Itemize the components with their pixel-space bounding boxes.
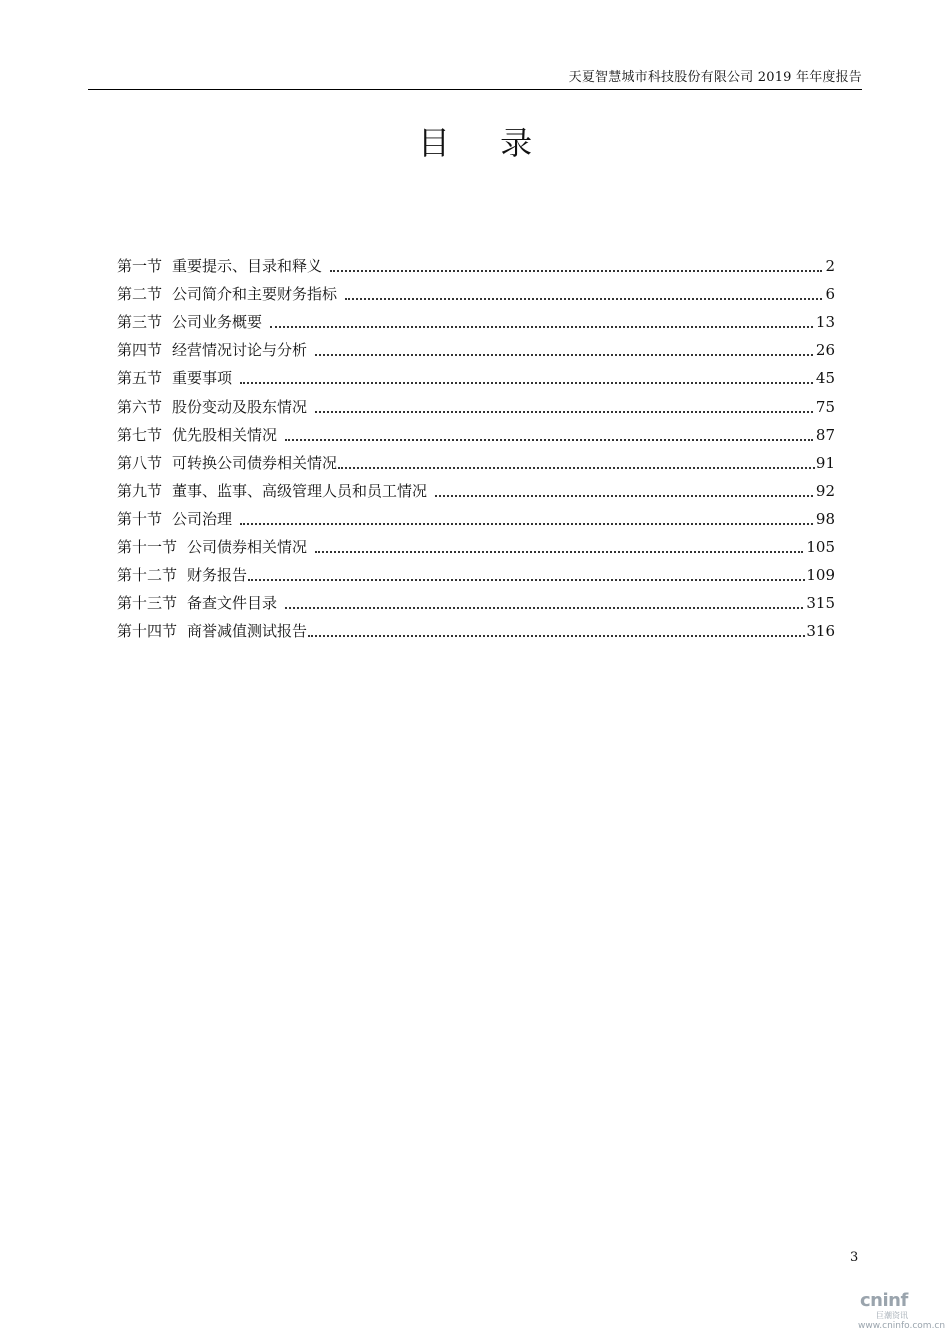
- toc-leader-dots: [345, 298, 822, 300]
- toc-page-number: 2: [825, 257, 835, 276]
- toc-section-name: 公司简介和主要财务指标: [172, 285, 338, 304]
- toc-item-9[interactable]: [117, 477, 835, 505]
- toc-section-label: 第十一节: [117, 538, 178, 557]
- toc-leader-dots: [285, 607, 803, 609]
- toc-section-name: 公司治理: [172, 509, 233, 528]
- toc-page-number: 91: [815, 453, 835, 472]
- toc-item-11[interactable]: [117, 533, 835, 561]
- toc-section-label: 第十节: [117, 509, 163, 528]
- toc-page-number: 26: [815, 341, 835, 360]
- toc-section-label: 第一节: [117, 257, 163, 276]
- toc-section-label: 第十二节: [117, 566, 178, 585]
- toc-page-number: 75: [815, 397, 835, 416]
- toc-item-3[interactable]: [117, 308, 835, 336]
- toc-section-label: 第九节: [117, 481, 163, 500]
- toc-section-name: 公司业务概要: [172, 313, 263, 332]
- toc-item-5[interactable]: [117, 364, 835, 392]
- header-company-report: 天夏智慧城市科技股份有限公司 2019 年年度报告: [568, 70, 862, 85]
- toc-section-name: 备查文件目录: [187, 594, 278, 613]
- toc-page-number: 98: [815, 509, 835, 528]
- toc-leader-dots: [315, 411, 813, 413]
- toc-page-number: 6: [825, 285, 835, 304]
- toc-leader-dots: [308, 635, 805, 637]
- toc-item-14[interactable]: [117, 617, 835, 645]
- toc-section-label: 第十三节: [117, 594, 178, 613]
- toc-leader-dots: [338, 467, 815, 469]
- toc-page-number: 109: [806, 566, 835, 585]
- toc-page-number: 316: [806, 622, 835, 641]
- toc-leader-dots: [248, 579, 805, 581]
- toc-leader-dots: [240, 523, 813, 525]
- toc-item-13[interactable]: [117, 589, 835, 617]
- toc-section-label: 第二节: [117, 285, 163, 304]
- toc-item-7[interactable]: [117, 421, 835, 449]
- toc-section-label: 第八节: [117, 453, 163, 472]
- toc-section-name: 财务报告: [187, 566, 248, 585]
- toc-page-number: 13: [815, 313, 835, 332]
- toc-leader-dots: [330, 270, 822, 272]
- toc-item-1[interactable]: [117, 252, 835, 280]
- toc-item-12[interactable]: [117, 561, 835, 589]
- toc-page-number: 87: [815, 425, 835, 444]
- toc-leader-dots: [315, 354, 813, 356]
- toc-item-4[interactable]: [117, 336, 835, 364]
- toc-section-name: 商誉减值测试报告: [187, 622, 308, 641]
- toc-section-label: 第六节: [117, 397, 163, 416]
- toc-section-label: 第七节: [117, 425, 163, 444]
- toc-section-name: 重要事项: [172, 369, 233, 388]
- toc-section-label: 第四节: [117, 341, 163, 360]
- page-number: 3: [850, 1250, 859, 1265]
- toc-section-name: 经营情况讨论与分析: [172, 341, 308, 360]
- toc-section-name: 优先股相关情况: [172, 425, 278, 444]
- toc-leader-dots: [240, 382, 813, 384]
- toc-page-number: 92: [815, 481, 835, 500]
- toc-leader-dots: [285, 439, 813, 441]
- toc-section-label: 第三节: [117, 313, 163, 332]
- toc-section-name: 股份变动及股东情况: [172, 397, 308, 416]
- toc-leader-dots: [270, 326, 813, 328]
- toc-page-number: 45: [815, 369, 835, 388]
- toc-item-10[interactable]: [117, 505, 835, 533]
- toc-section-name: 重要提示、目录和释义: [172, 257, 323, 276]
- toc-item-2[interactable]: [117, 280, 835, 308]
- watermark-url: www.cninfo.com.cn: [858, 1321, 946, 1331]
- toc-leader-dots: [315, 551, 803, 553]
- toc-page-number: 105: [806, 538, 835, 557]
- cninfo-watermark: [860, 1290, 946, 1338]
- toc-item-6[interactable]: [117, 392, 835, 420]
- table-of-contents: [117, 252, 835, 645]
- toc-section-name: 董事、监事、高级管理人员和员工情况: [172, 481, 428, 500]
- toc-section-name: 公司债券相关情况: [187, 538, 308, 557]
- toc-section-name: 可转换公司债券相关情况: [172, 453, 338, 472]
- toc-section-label: 第五节: [117, 369, 163, 388]
- toc-item-8[interactable]: [117, 449, 835, 477]
- toc-leader-dots: [435, 495, 813, 497]
- toc-section-label: 第十四节: [117, 622, 178, 641]
- cninfo-logo-icon: cninf: [860, 1290, 908, 1311]
- toc-title: 目 录: [417, 124, 553, 162]
- watermark-cn-text: 巨潮资讯: [876, 1311, 908, 1320]
- toc-page-number: 315: [806, 594, 835, 613]
- page-header: [88, 64, 862, 90]
